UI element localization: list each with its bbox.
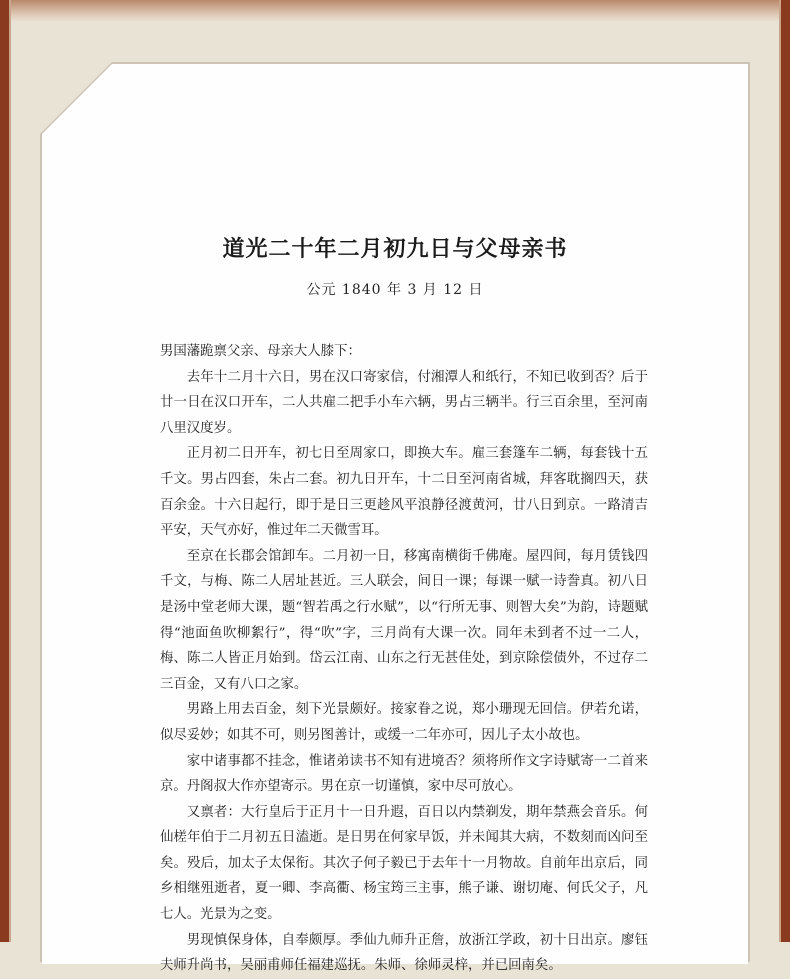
letter-paragraph: 去年十二月十六日，男在汉口寄家信，付湘潭人和纸行，不知已收到否？后于廿一日在汉口开车，二人共雇二把手小车六辆，男占三辆半。行三百余里，至河南八里汉度岁。 bbox=[160, 369, 648, 436]
letter-paragraph: 又禀者：大行皇后于正月十一日升遐，百日以内禁剃发，期年禁燕会音乐。何仙槎年伯于二月初五日溘逝。是日男在何家早饭，并未闻其大病，不数刻而凶问至矣。殁后，加太子太保衔。其次子何子毅已于去年十一月物故。自前年出京后，同乡相继殂逝者，夏一卿、李高衢、杨宝筠三主事，熊子谦、谢切庵、何氏父子，凡七人。光景为之变。 bbox=[160, 804, 648, 923]
letter-paragraph: 家中诸事都不挂念，惟诸弟读书不知有进境否？须将所作文字诗赋寄一二首来京。丹阁叔大作亦望寄示。男在京一切谨慎，家中尽可放心。 bbox=[160, 753, 648, 795]
letter-salutation: 男国藩跪禀父亲、母亲大人膝下： bbox=[160, 344, 361, 359]
letter-body bbox=[160, 339, 648, 979]
left-border bbox=[0, 0, 9, 942]
letter-date: 公元 1840 年 3 月 12 日 bbox=[306, 282, 484, 298]
letter-paragraph: 正月初二日开车，初七日至周家口，即换大车。雇三套篷车二辆，每套钱十五千文。男占四套，朱占二套。初九日开车，十二日至河南省城，拜客耽搁四天，获百余金。十六日起行，即于是日三更趁风平浪静径渡黄河，廿八日到京。一路清吉平安，天气亦好，惟过年二天微雪耳。 bbox=[160, 446, 648, 539]
letter-title: 道光二十年二月初九日与父母亲书 bbox=[222, 236, 568, 262]
right-border-inner bbox=[779, 0, 781, 942]
right-border bbox=[781, 0, 790, 942]
left-border-inner bbox=[9, 0, 11, 942]
letter-paragraph: 至京在长郡会馆卸车。二月初一日，移寓南横街千佛庵。屋四间，每月赁钱四千文，与梅、陈二人居址甚近。三人联会，间日一课；每课一赋一诗誊真。初八日是汤中堂老师大课，题“智若禹之行水赋”，以“行所无事、则智大矣”为韵，诗题赋得“池面鱼吹柳絮行”，得“吹”字，三月尚有大课一次。同年未到者不过一二人，梅、陈二人皆正月始到。岱云江南、山东之行无甚佳处，到京除偿债外，不过存二三百金，又有八口之家。 bbox=[160, 548, 648, 692]
letter-paragraph: 男路上用去百金，刻下光景颇好。接家眷之说，郑小珊现无回信。伊若允诺，似尽妥妙；如其不可，则另图善计，或缓一二年亦可，因儿子太小故也。 bbox=[160, 702, 648, 743]
top-decorative-band bbox=[11, 0, 779, 22]
letter-paragraph: 男现慎保身体，自奉颇厚。季仙九师升正詹，放浙江学政，初十日出京。廖钰夫师升尚书，吴丽甫师任福建巡抚。朱师、徐师灵梓，并已回南矣。 bbox=[160, 932, 648, 974]
